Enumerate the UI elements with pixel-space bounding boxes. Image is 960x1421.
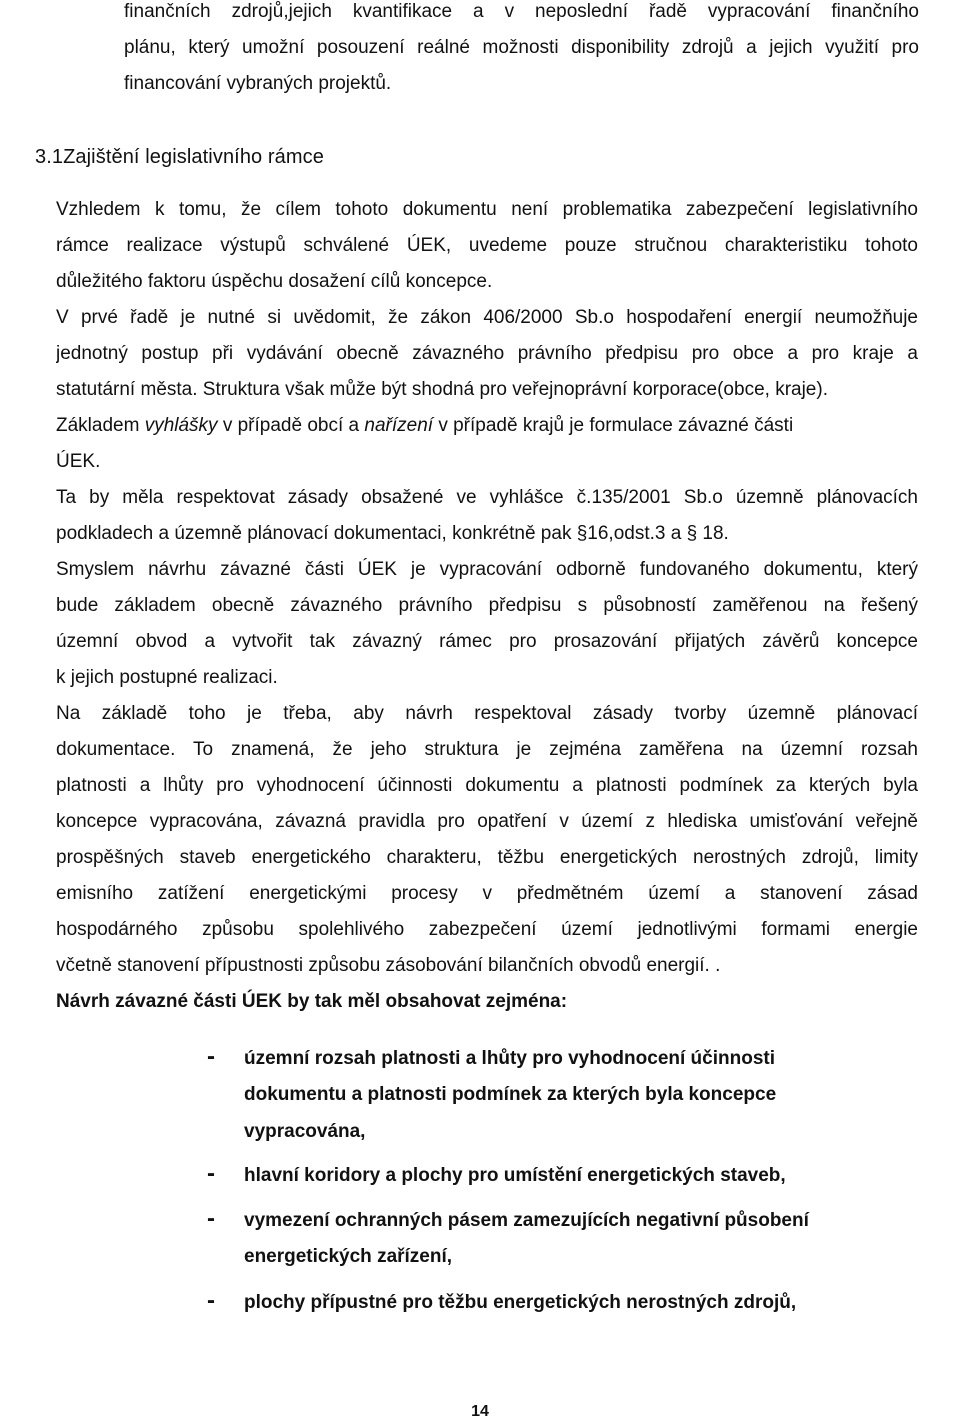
p3-line-2: podkladech a územně plánovací dokumentaci, konkrétně pak §16,odst.3 a § 18. <box>56 523 729 544</box>
bullet-marker-4: - <box>207 1287 215 1314</box>
p4-line-3: územní obvod a vytvořit tak závazný rámec pro prosazování přijatých závěrů koncepce <box>56 631 918 652</box>
intro-line-1: finančních zdrojů,jejich kvantifikace a v neposlední řadě vypracování finančního <box>124 1 919 22</box>
p5-line-8: včetně stanovení přípustnosti způsobu zásobování bilančních obvodů energií. . <box>56 955 721 976</box>
bullet-marker-2: - <box>207 1160 215 1187</box>
p2-term-vyhlasky: vyhlášky <box>144 415 218 436</box>
p2-line-4 <box>56 414 918 438</box>
section-heading: 3.1Zajištění legislativního rámce <box>35 146 324 168</box>
bullet-1-line-1: územní rozsah platnosti a lhůty pro vyhodnocení účinnosti <box>244 1048 775 1069</box>
bullet-4-line-1: plochy přípustné pro těžbu energetických nerostných zdrojů, <box>244 1292 797 1313</box>
bullet-marker-1: - <box>207 1043 215 1070</box>
bullet-marker-3: - <box>207 1205 215 1232</box>
p5-line-4: koncepce vypracována, závazná pravidla pro opatření v území z hlediska umisťování veřejně <box>56 811 918 832</box>
p2-line-4-e: v případě krajů je formulace závazné části <box>433 415 794 436</box>
page-number: 14 <box>471 1403 489 1420</box>
p2-line-4-a: Základem <box>56 415 145 436</box>
p5-line-1: Na základě toho je třeba, aby návrh respektoval zásady tvorby územně plánovací <box>56 703 918 724</box>
p2-term-narizeni: nařízení <box>364 415 434 436</box>
p4-line-4: k jejich postupné realizaci. <box>56 667 278 688</box>
bullet-3-line-1: vymezení ochranných pásem zamezujících negativní působení <box>244 1210 809 1231</box>
p5-line-2: dokumentace. To znamená, že jeho struktura je zejména zaměřena na územní rozsah <box>56 739 918 760</box>
p2-line-2: jednotný postup při vydávání obecně závazného právního předpisu pro obce a pro kraje a <box>56 343 918 364</box>
bullet-3-line-2: energetických zařízení, <box>244 1246 453 1267</box>
bullet-1-line-3: vypracována, <box>244 1121 366 1142</box>
p1-line-2: rámce realizace výstupů schválené ÚEK, uvedeme pouze stručnou charakteristiku tohoto <box>56 235 918 256</box>
p5-line-6: emisního zatížení energetickými procesy v předmětném území a stanovení zásad <box>56 883 918 904</box>
p5-line-5: prospěšných staveb energetického charakteru, těžbu energetických nerostných zdrojů, limity <box>56 847 918 868</box>
intro-line-2: plánu, který umožní posouzení reálné možnosti disponibility zdrojů a jejich využití pro <box>124 37 919 58</box>
p2-line-3: statutární města. Struktura však může být shodná pro veřejnoprávní korporace(obce, kraje). <box>56 379 828 400</box>
p2-line-5: ÚEK. <box>56 451 101 472</box>
p1-line-1: Vzhledem k tomu, že cílem tohoto dokumentu není problematika zabezpečení legislativního <box>56 199 918 220</box>
p2-line-4-c: v případě obcí a <box>217 415 365 436</box>
requirements-heading: Návrh závazné části ÚEK by tak měl obsahovat zejména: <box>56 991 568 1012</box>
p3-line-1: Ta by měla respektovat zásady obsažené ve vyhlášce č.135/2001 Sb.o územně plánovacích <box>56 487 918 508</box>
p4-line-2: bude základem obecně závazného právního předpisu s působností zaměřenou na řešený <box>56 595 918 616</box>
intro-line-3: financování vybraných projektů. <box>124 73 392 94</box>
bullet-1-line-2: dokumentu a platnosti podmínek za kterých byla koncepce <box>244 1084 777 1105</box>
p2-line-1: V prvé řadě je nutné si uvědomit, že zákon 406/2000 Sb.o hospodaření energií neumožňuje <box>56 307 918 328</box>
bullet-2-line-1: hlavní koridory a plochy pro umístění energetických staveb, <box>244 1165 786 1186</box>
p1-line-3: důležitého faktoru úspěchu dosažení cílů koncepce. <box>56 271 493 292</box>
p5-line-3: platnosti a lhůty pro vyhodnocení účinnosti dokumentu a platnosti podmínek za kterých byla <box>56 775 918 796</box>
p4-line-1: Smyslem návrhu závazné části ÚEK je vypracování odborně fundovaného dokumentu, který <box>56 559 918 580</box>
p5-line-7: hospodárného způsobu spolehlivého zabezpečení území jednotlivými formami energie <box>56 919 918 940</box>
